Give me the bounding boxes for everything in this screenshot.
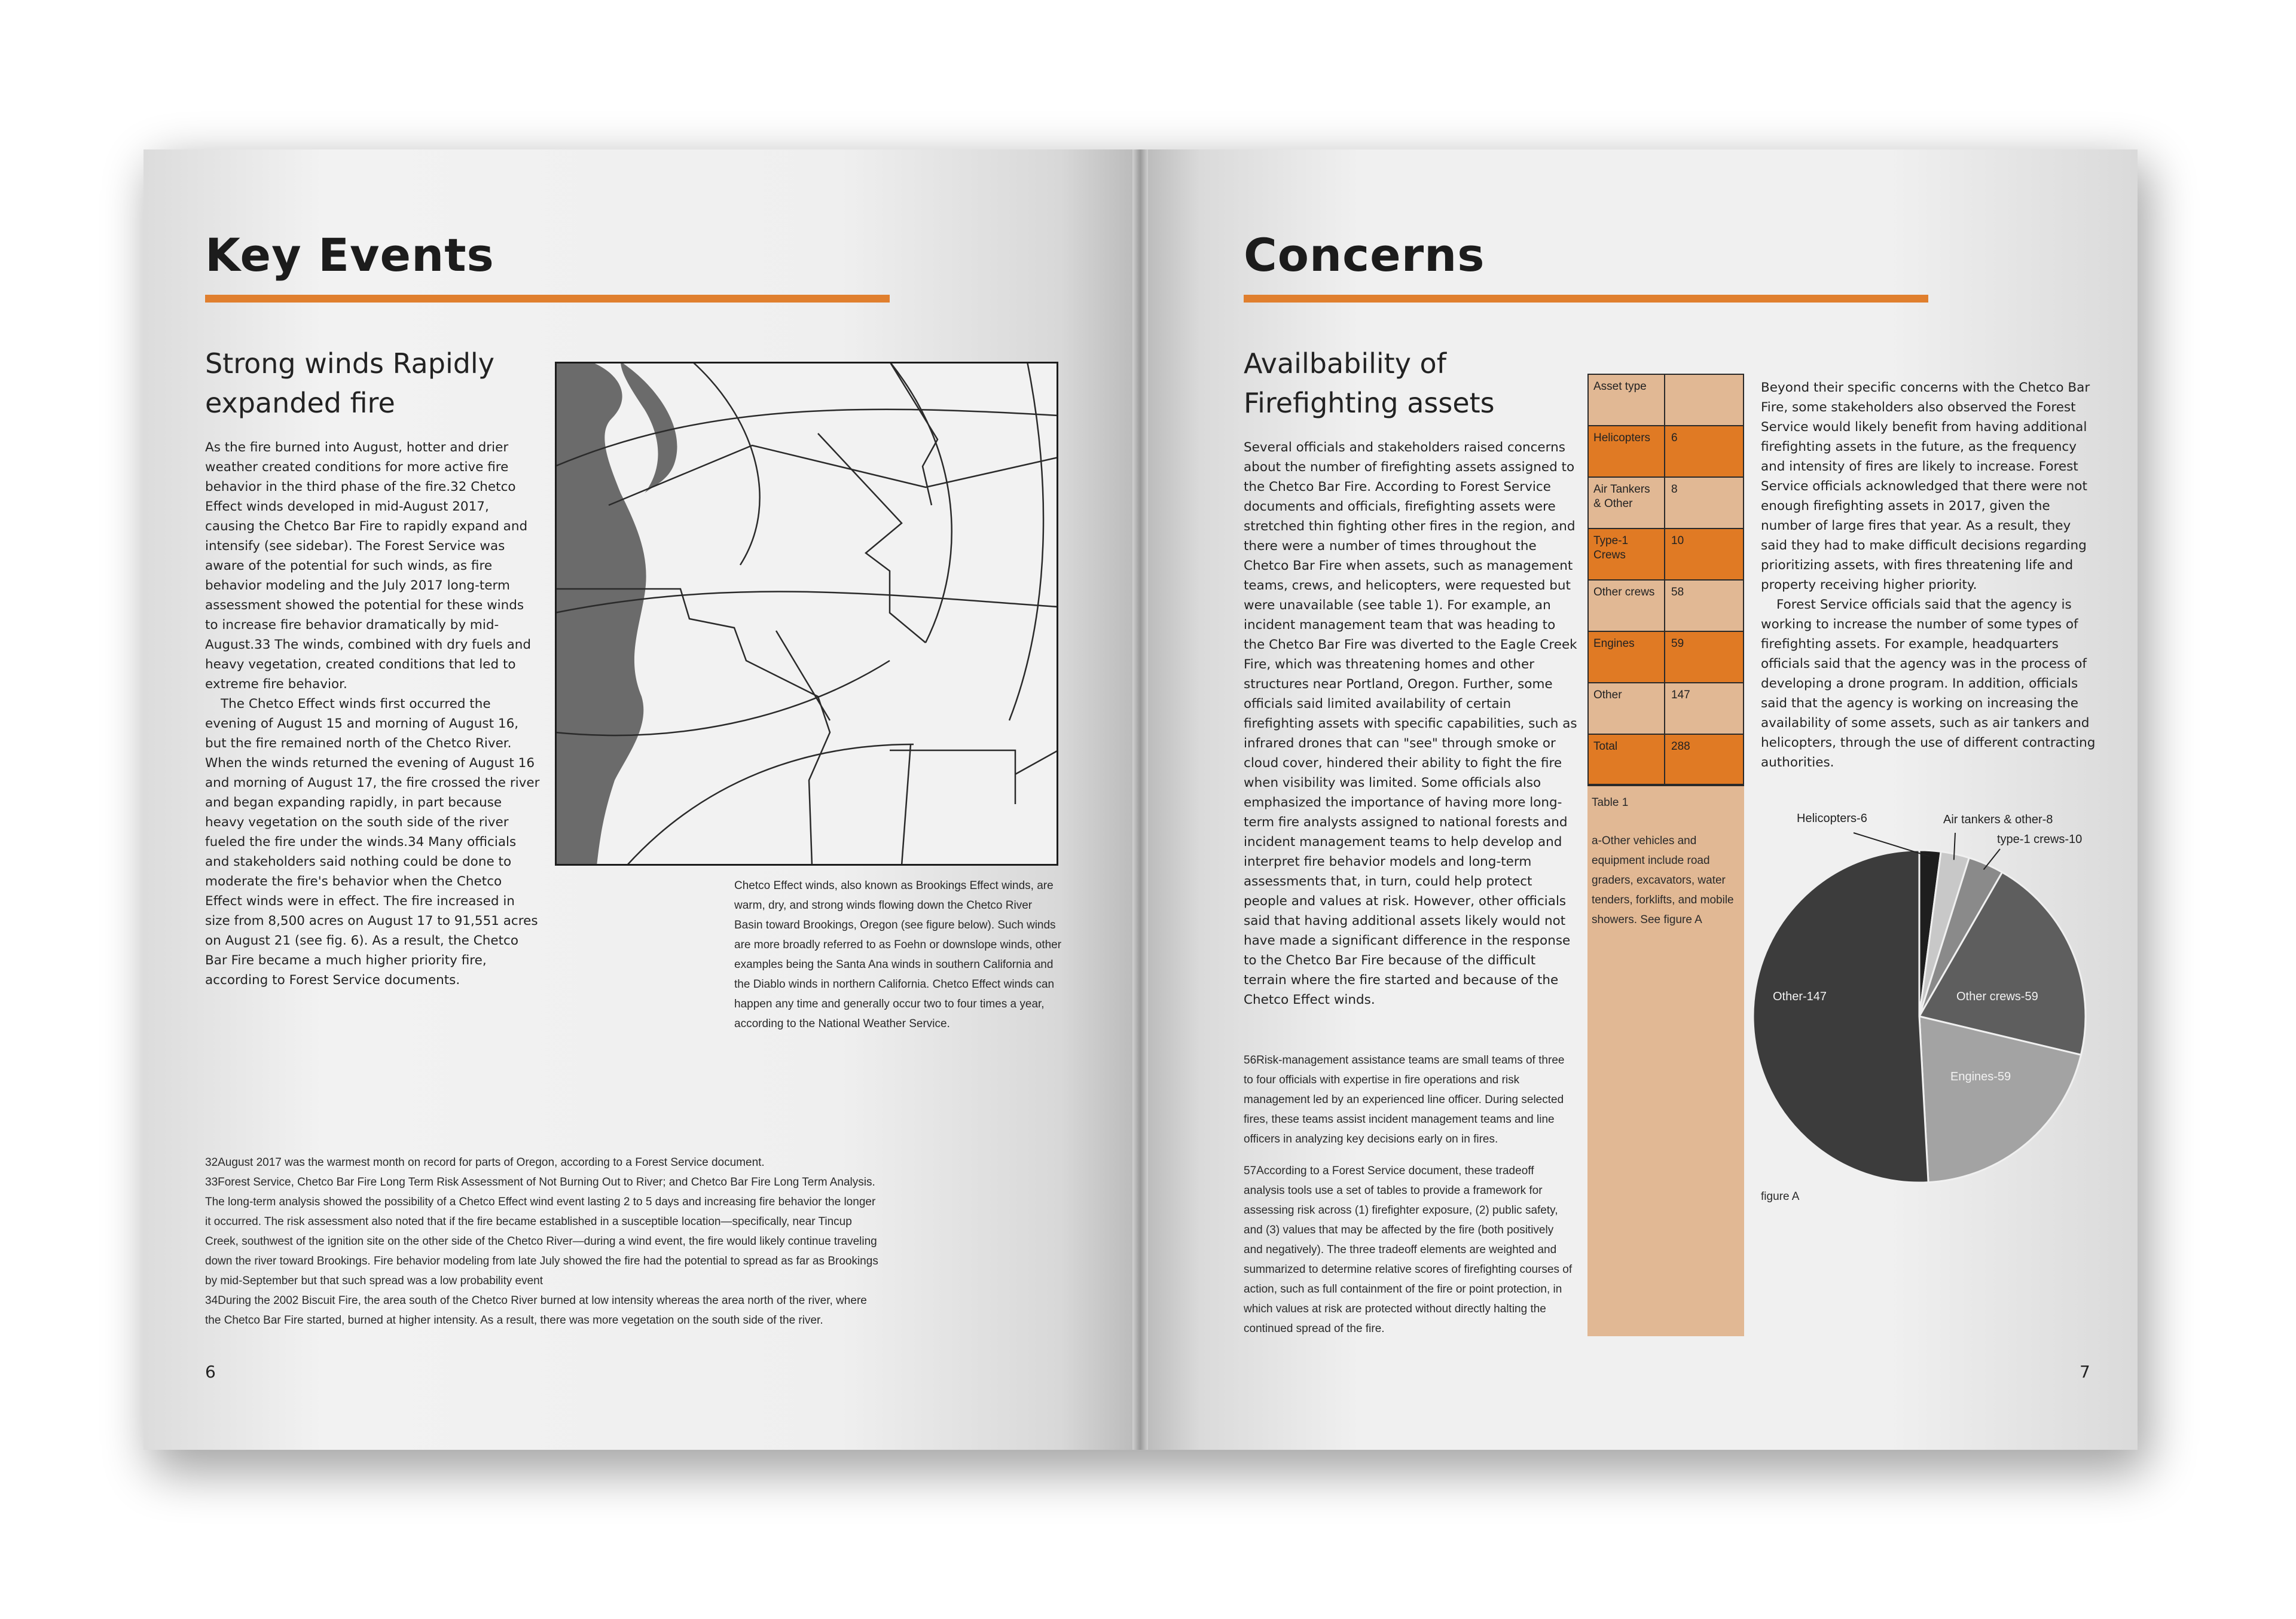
section-subheading: [1244, 344, 1495, 423]
asset-count-cell: 6: [1671, 432, 1678, 444]
right-body-text: [1244, 438, 1577, 1010]
footnote-56: 56Risk-management assistance teams are small teams of three to four officials with expertise in fire operations and risk management led by an experienced line officer. During selected fires, these teams assist incident management teams and line officers in analyzing key decisions early on in fires.: [1244, 1054, 1565, 1145]
asset-type-cell: Other crews: [1587, 581, 1665, 631]
pie-label-air-tankers: Air tankers & other-8: [1943, 813, 2053, 826]
heading-rule: [1244, 295, 1928, 303]
asset-type-cell: Air Tankers & Other: [1587, 478, 1665, 528]
right-footnotes: [1244, 1050, 1574, 1339]
pie-slice-other-147: [1753, 850, 1928, 1183]
asset-count-cell: 58: [1671, 586, 1684, 598]
table-caption: Table 1: [1592, 796, 1629, 809]
table-header-cell: [1665, 375, 1744, 425]
pie-label-type1-crews: type-1 crews-10: [1997, 833, 2083, 846]
asset-type-cell: Total: [1587, 735, 1665, 784]
table-row: [1587, 425, 1744, 476]
table-header-cell: Asset type: [1587, 375, 1665, 425]
asset-count-cell: 8: [1671, 483, 1678, 496]
subheading-line2: Firefighting assets: [1244, 387, 1495, 419]
subheading-line2: expanded fire: [205, 387, 395, 419]
table-note: a-Other vehicles and equipment include road graders, excavators, water tenders, forklifts, and mobile showers. See figure A: [1592, 835, 1734, 926]
left-footnotes: [205, 1153, 881, 1330]
asset-type-cell: Helicopters: [1587, 426, 1665, 476]
asset-count-cell: 147: [1671, 689, 1690, 701]
paragraph: As the fire burned into August, hotter and drier weather created conditions for more active fire behavior in the third phase of the fire.32 Chetco Effect winds developed in mid-August 2017, causing the Chetco Bar Fire to rapidly expand and intensify (see sidebar). The Forest Service was aware of the potential for such winds, as fire behavior modeling and the July 2017 long-term assessment showed the potential for these winds to increase fire behavior dramatically by mid-August.33 The winds, combined with dry fuels and heavy vegetation, created conditions that led to extreme fire behavior.: [205, 440, 532, 692]
pie-slices: [1753, 850, 2086, 1183]
page-title-concerns: Concerns: [1244, 228, 1485, 282]
asset-type-cell: Engines: [1587, 632, 1665, 682]
asset-count-cell: 59: [1671, 637, 1684, 650]
table-row: [1587, 579, 1744, 631]
left-body-text: [205, 438, 540, 990]
page-title-key-events: Key Events: [205, 228, 494, 282]
asset-type-cell: Type-1 Crews: [1587, 529, 1665, 579]
footnote-34: 34During the 2002 Biscuit Fire, the area south of the Chetco River burned at low intensity whereas the area north of the river, where the Chetco Bar Fire started, burned at higher intensity. As a result, there was more vegetation on the south side of the river.: [205, 1294, 867, 1327]
asset-pie-chart: [1734, 801, 2141, 1220]
asset-count-cell: 288: [1671, 740, 1690, 753]
heading-rule: [205, 295, 890, 303]
section-subheading: [205, 344, 494, 423]
paragraph: Several officials and stakeholders raised concerns about the number of firefighting assets assigned to the Chetco Bar Fire. According to Forest Service documents and officials, firefighting assets were stretched thin fighting other fires in the region, and there were a number of times throughout the Chetco Bar Fire when assets, such as management teams, crews, and helicopters, were requested but were unavailable (see table 1). For example, an incident management team that was heading to the Chetco Bar Fire was diverted to the Eagle Creek Fire, which was threatening homes and other structures near Portland, Oregon. Further, some officials said limited availability of certain firefighting assets with specific capabilities, such as infrared drones that can "see" through smoke or cloud cover, hindered their ability to fight the fire when visibility was limited. Some officials also emphasized the importance of having more long-term fire analysts assigned to national forests and incident management teams to help develop and interpret fire behavior models and long-term assessments that, in turn, could help protect people and values at risk. However, other officials said that having additional assets likely would not have made a significant difference in the response to the Chetco Bar Fire because of the difficult terrain where the fire started and because of the Chetco Effect winds.: [1244, 440, 1577, 1007]
pie-label-helicopters: Helicopters-6: [1797, 812, 1867, 825]
table-total-row: [1587, 734, 1744, 785]
pie-label-other: Other-147: [1773, 990, 1827, 1003]
figure-caption: figure A: [1761, 1190, 1800, 1203]
paragraph: Forest Service officials said that the agency is working to increase the number of some types of firefighting assets. For example, headquarters officials said that the agency was in the process of developing a drone program. In addition, officials said that the agency is working on increasing the availability of some assets, such as air tankers and helicopters, through the use of different contracting authorities.: [1761, 597, 2096, 770]
pie-label-engines: Engines-59: [1950, 1070, 2011, 1083]
asset-type-cell: Other: [1587, 683, 1665, 734]
pie-label-other-crews: Other crews-59: [1956, 990, 2038, 1003]
asset-count-cell: 10: [1671, 534, 1684, 547]
footnote-32: 32August 2017 was the warmest month on record for parts of Oregon, according to a Forest Service document.: [205, 1156, 765, 1169]
table-row: [1587, 476, 1744, 528]
book-spine: [1132, 149, 1148, 1450]
paragraph: The Chetco Effect winds first occurred the evening of August 15 and morning of August 16, but the fire remained north of the Chetco River. When the winds returned the evening of August 16 and morning of August 17, the fire crossed the river and began expanding rapidly, in part because heavy vegetation on the south side of the river fueled the fire under the winds.34 Many officials and stakeholders said nothing could be done to moderate the fire's behavior when the Chetco Effect winds were in effect. The fire increased in size from 8,500 acres on August 17 to 91,551 acres on August 21 (see fig. 6). As a result, the Chetco Bar Fire became a much higher priority fire, according to Forest Service documents.: [205, 697, 540, 988]
paragraph: Beyond their specific concerns with the Chetco Bar Fire, some stakeholders also observed the Forest Service would likely benefit from having additional firefighting assets in the future, as the frequency and intensity of fires are likely to increase. Forest Service officials acknowledged that there were not enough firefighting assets in 2017, given the number of large fires that year. As a result, they said they had to make difficult decisions regarding prioritizing assets, with fires threatening life and property receiving higher priority.: [1761, 380, 2090, 592]
table-row: [1587, 682, 1744, 734]
wind-map-figure: [555, 362, 1058, 866]
table-row: [1587, 631, 1744, 682]
sidebar-caption: Chetco Effect winds, also known as Brookings Effect winds, are warm, dry, and strong winds flowing down the Chetco River Basin toward Brookings, Oregon (see figure below). Such winds are more broadly referred to as Foehn or downslope winds, other examples being the Santa Ana winds in southern California and the Diablo winds in northern California. Chetco Effect winds can happen any time and generally occur two to four times a year, according to the National Weather Service.: [734, 879, 1062, 1030]
subheading-line1: Availbability of: [1244, 347, 1446, 380]
right-column-text: [1761, 378, 2096, 772]
table-header-row: [1587, 374, 1744, 425]
footnote-57: 57According to a Forest Service document, these tradeoff analysis tools use a set of tables to provide a framework for assessing risk across (1) firefighter exposure, (2) public safety, and (3) values that may be affected by the fire (both positively and negatively). The three tradeoff elements are weighted and summarized to determine relative scores of firefighting courses of action, such as full containment of the fire or point protection, in which values at risk are protected without directly halting the continued spread of the fire.: [1244, 1165, 1573, 1335]
page-number-left: 6: [205, 1362, 216, 1382]
table-row: [1587, 528, 1744, 579]
page-number-right: 7: [2080, 1362, 2090, 1382]
subheading-line1: Strong winds Rapidly: [205, 347, 494, 380]
footnote-33: 33Forest Service, Chetco Bar Fire Long Term Risk Assessment of Not Burning Out to River; and Chetco Bar Fire Long Term Analysis. The long-term analysis showed the possibility of a Chetco Effect wind event lasting 2 to 5 days and increasing fire behavior the longer it occurred. The risk assessment also noted that if the fire became established in a susceptible location—specifically, near Tincup Creek, southwest of the ignition site on the other side of the Chetco River—during a wind event, the fire would likely continue traveling down the river toward Brookings. Fire behavior modeling from late July showed the fire had the potential to spread as far as Brookings by mid-September but that such spread was a low probability event: [205, 1176, 878, 1287]
